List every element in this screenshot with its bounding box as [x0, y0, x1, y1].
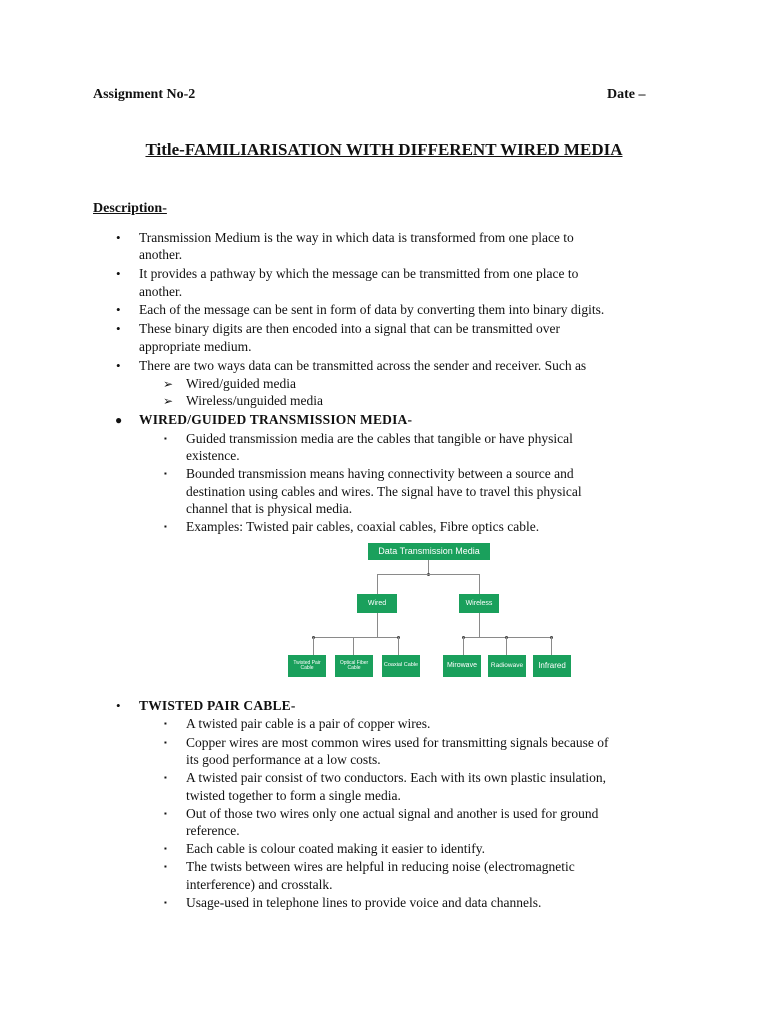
wired-item-line: Guided transmission media are the cables that tangible or have physical [186, 431, 573, 446]
bullet-icon: • [116, 358, 121, 373]
diagram-infrared-box: Infrared [533, 655, 571, 677]
desc-line: appropriate medium. [139, 339, 252, 354]
twisted-item-line: interference) and crosstalk. [186, 877, 333, 892]
connector-line [463, 637, 464, 655]
connector-line [377, 574, 480, 575]
wired-section-heading: WIRED/GUIDED TRANSMISSION MEDIA- [139, 412, 413, 427]
square-bullet-icon: ▪ [164, 738, 167, 747]
connector-line [377, 574, 378, 594]
connector-line [353, 637, 354, 655]
connector-line [398, 637, 399, 655]
transmission-media-diagram [273, 540, 579, 682]
connector-line [479, 574, 480, 594]
twisted-item-line: The twists between wires are helpful in reducing noise (electromagnetic [186, 859, 575, 874]
wired-item-line: channel that is physical media. [186, 501, 353, 516]
diagram-microwave-box: Mirowave [443, 655, 481, 677]
desc-line: Each of the message can be sent in form of data by converting them into binary digits. [139, 302, 605, 317]
desc-line: It provides a pathway by which the message can be transmitted from one place to [139, 266, 579, 281]
arrow-bullet-icon: ➢ [163, 377, 174, 391]
bullet-icon: • [116, 698, 121, 713]
connector-line [551, 637, 552, 655]
square-bullet-icon: ▪ [164, 434, 167, 443]
twisted-item-line: Each cable is colour coated making it easier to identify. [186, 841, 486, 856]
desc-line: Transmission Medium is the way in which data is transformed from one place to [139, 230, 574, 245]
sub-item: Wireless/unguided media [186, 393, 324, 408]
square-bullet-icon: ▪ [164, 522, 167, 531]
wired-item-line: Bounded transmission means having connectivity between a source and [186, 466, 574, 481]
twisted-item-line: Out of those two wires only one actual signal and another is used for ground [186, 806, 599, 821]
diagram-coaxial-box: Coaxial Cable [382, 655, 420, 677]
square-bullet-icon: ▪ [164, 773, 167, 782]
twisted-section-heading: TWISTED PAIR CABLE- [139, 698, 296, 713]
wired-item-line: Examples: Twisted pair cables, coaxial cables, Fibre optics cable. [186, 519, 540, 534]
connector-line [313, 637, 314, 655]
connector-line [479, 613, 480, 637]
bullet-icon: • [116, 302, 121, 317]
assignment-number: Assignment No-2 [93, 87, 196, 102]
sub-item: Wired/guided media [186, 376, 297, 391]
desc-line: another. [139, 284, 183, 299]
twisted-item-line: A twisted pair consist of two conductors. Each with its own plastic insulation, [186, 770, 606, 785]
twisted-item-line: its good performance at a low costs. [186, 752, 381, 767]
twisted-item-line: Copper wires are most common wires used for transmitting signals because of [186, 735, 609, 750]
description-heading: Description- [93, 201, 167, 216]
bullet-icon: • [116, 266, 121, 281]
diagram-wired-box: Wired [357, 594, 397, 613]
diagram-root-box: Data Transmission Media [368, 543, 490, 560]
arrow-bullet-icon: ➢ [163, 394, 174, 408]
desc-line: There are two ways data can be transmitted across the sender and receiver. Such as [139, 358, 587, 373]
square-bullet-icon: ▪ [164, 898, 167, 907]
square-bullet-icon: ▪ [164, 809, 167, 818]
twisted-item-line: reference. [186, 823, 240, 838]
big-bullet-icon: ● [115, 413, 123, 427]
document-title: Title-FAMILIARISATION WITH DIFFERENT WIRED MEDIA [145, 140, 623, 159]
square-bullet-icon: ▪ [164, 469, 167, 478]
wired-item-line: destination using cables and wires. The signal have to travel this physical [186, 484, 582, 499]
diagram-optical-fiber-box: Optical Fiber Cable [335, 655, 373, 677]
connector-line [377, 613, 378, 637]
desc-line: These binary digits are then encoded into a signal that can be transmitted over [139, 321, 560, 336]
twisted-item-line: A twisted pair cable is a pair of copper wires. [186, 716, 431, 731]
square-bullet-icon: ▪ [164, 862, 167, 871]
date-label: Date – [607, 87, 646, 102]
connector-line [313, 637, 398, 638]
bullet-icon: • [116, 321, 121, 336]
twisted-item-line: Usage-used in telephone lines to provide voice and data channels. [186, 895, 542, 910]
connector-line [506, 637, 507, 655]
square-bullet-icon: ▪ [164, 844, 167, 853]
wired-item-line: existence. [186, 448, 240, 463]
bullet-icon: • [116, 230, 121, 245]
twisted-item-line: twisted together to form a single media. [186, 788, 401, 803]
diagram-wireless-box: Wireless [459, 594, 499, 613]
desc-line: another. [139, 247, 183, 262]
square-bullet-icon: ▪ [164, 719, 167, 728]
diagram-twisted-pair-box: Twisted Pair Cable [288, 655, 326, 677]
diagram-radiowave-box: Radiowave [488, 655, 526, 677]
